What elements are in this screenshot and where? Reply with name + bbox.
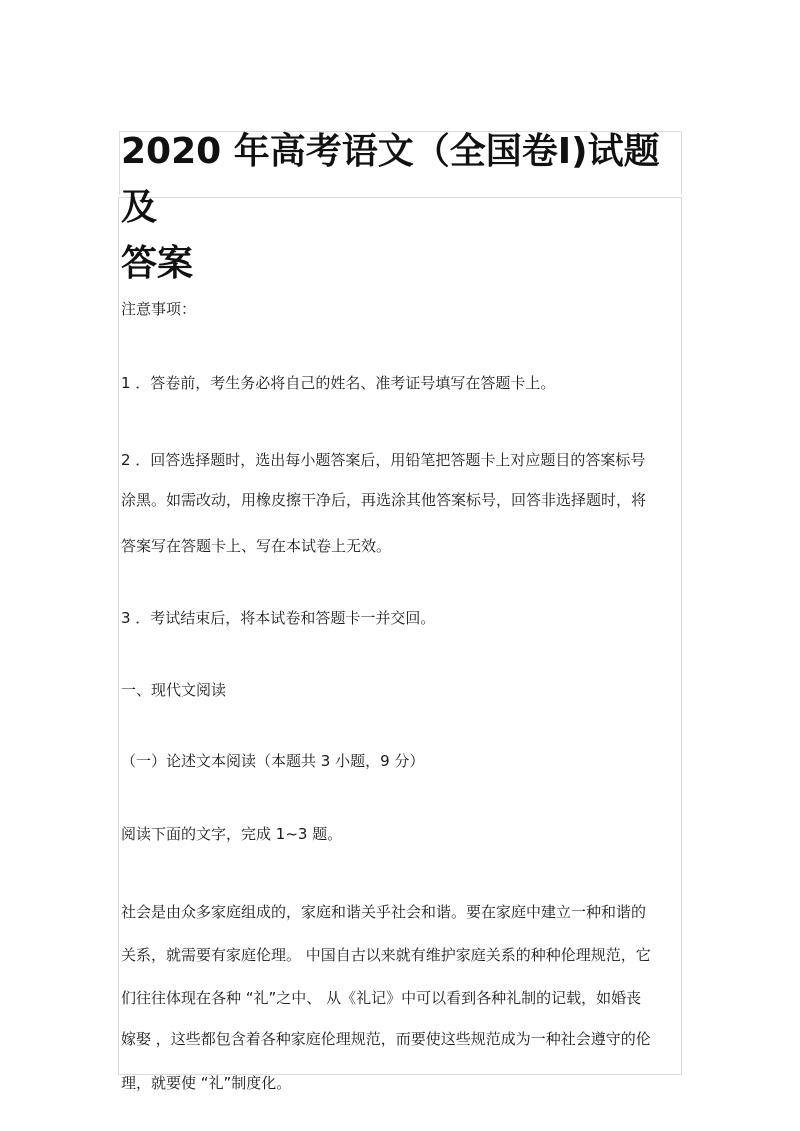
- notice-item-3: 3 ．考试结束后，将本试卷和答题卡一并交回。: [121, 609, 436, 627]
- title-line-2: 答案: [121, 243, 194, 284]
- passage-line-4: 嫁娶 ，这些都包含着各种家庭伦理规范，而要使这些规范成为一种社会遵守的伦: [121, 1030, 651, 1048]
- notice-item-2-line-2: 涂黑。如需改动，用橡皮擦干净后，再选涂其他答案标号，回答非选择题时，将: [121, 491, 647, 509]
- notice-item-2-line-3: 答案写在答题卡上、写在本试卷上无效。: [121, 537, 392, 555]
- passage-line-3: 们往往体现在各种 “礼”之中、 从《礼记》中可以看到各种礼制的记载，如婚丧: [121, 989, 642, 1007]
- notice-item-2-line-1: 2 ．回答选择题时，选出每小题答案后，用铅笔把答题卡上对应题目的答案标号: [121, 451, 646, 469]
- notice-heading: 注意事项：: [121, 300, 197, 318]
- page-title: [121, 124, 687, 292]
- passage-line-1: 社会是由众多家庭组成的，家庭和谐关乎社会和谐。要在家庭中建立一种和谐的: [121, 903, 647, 921]
- notice-item-1: 1 ．答卷前，考生务必将自己的姓名、准考证号填写在答题卡上。: [121, 374, 556, 392]
- section-heading: 一、现代文阅读: [121, 681, 227, 699]
- subsection-heading: （一）论述文本阅读（本题共 3 小题，9 分）: [121, 752, 425, 770]
- content-frame: [118, 197, 682, 1075]
- title-line-1: 2020 年高考语文（全国卷Ⅰ)试题及: [121, 131, 660, 228]
- passage-line-5: 理，就要使 “礼”制度化。: [121, 1074, 292, 1092]
- reading-instruction: 阅读下面的文字，完成 1~3 题。: [121, 825, 343, 843]
- passage-line-2: 关系，就需要有家庭伦理。 中国自古以来就有维护家庭关系的种种伦理规范，它: [121, 946, 651, 964]
